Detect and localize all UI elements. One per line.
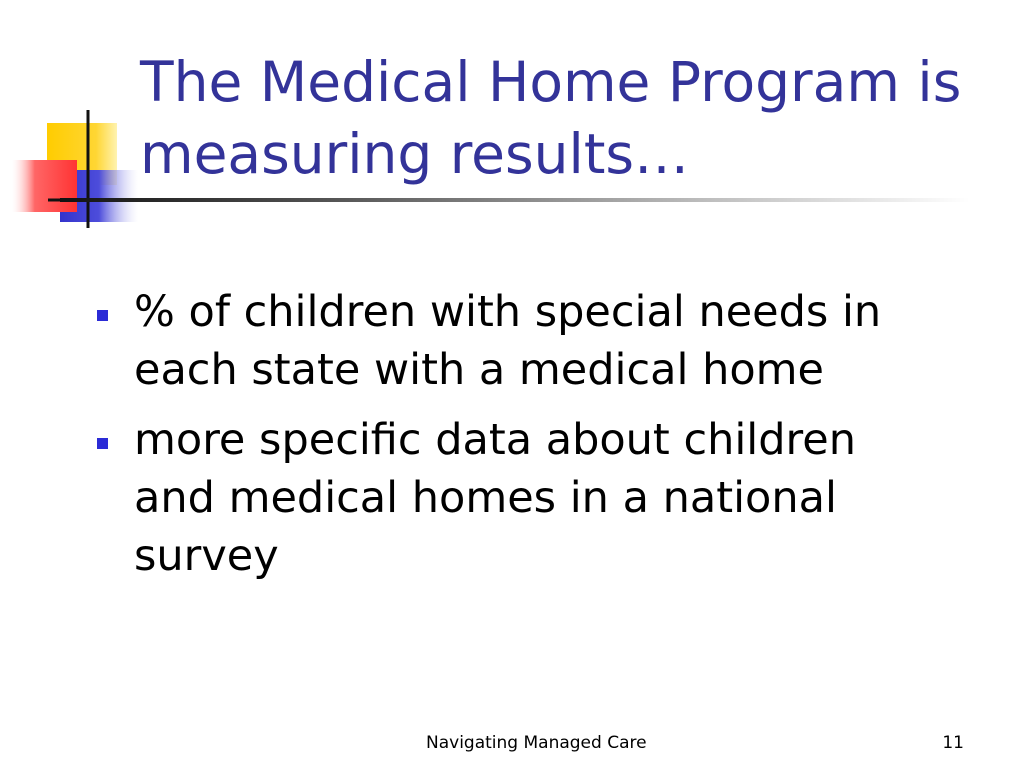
bullet-item	[97, 283, 927, 399]
bullet-text: more specific data about children and medical homes in a national survey	[134, 415, 856, 581]
decor-red-square	[12, 160, 77, 212]
corner-decoration	[0, 0, 160, 240]
slide-title: The Medical Home Program is measuring results…	[140, 50, 962, 186]
bullet-text: % of children with special needs in each state with a medical home	[134, 287, 882, 395]
square-bullet-icon	[97, 438, 108, 449]
bullet-item	[97, 411, 927, 585]
footer-text: Navigating Managed Care	[426, 733, 647, 753]
slide-number: 11	[942, 733, 964, 753]
bullet-list	[97, 283, 927, 597]
title-underline	[60, 198, 970, 202]
square-bullet-icon	[97, 310, 108, 321]
